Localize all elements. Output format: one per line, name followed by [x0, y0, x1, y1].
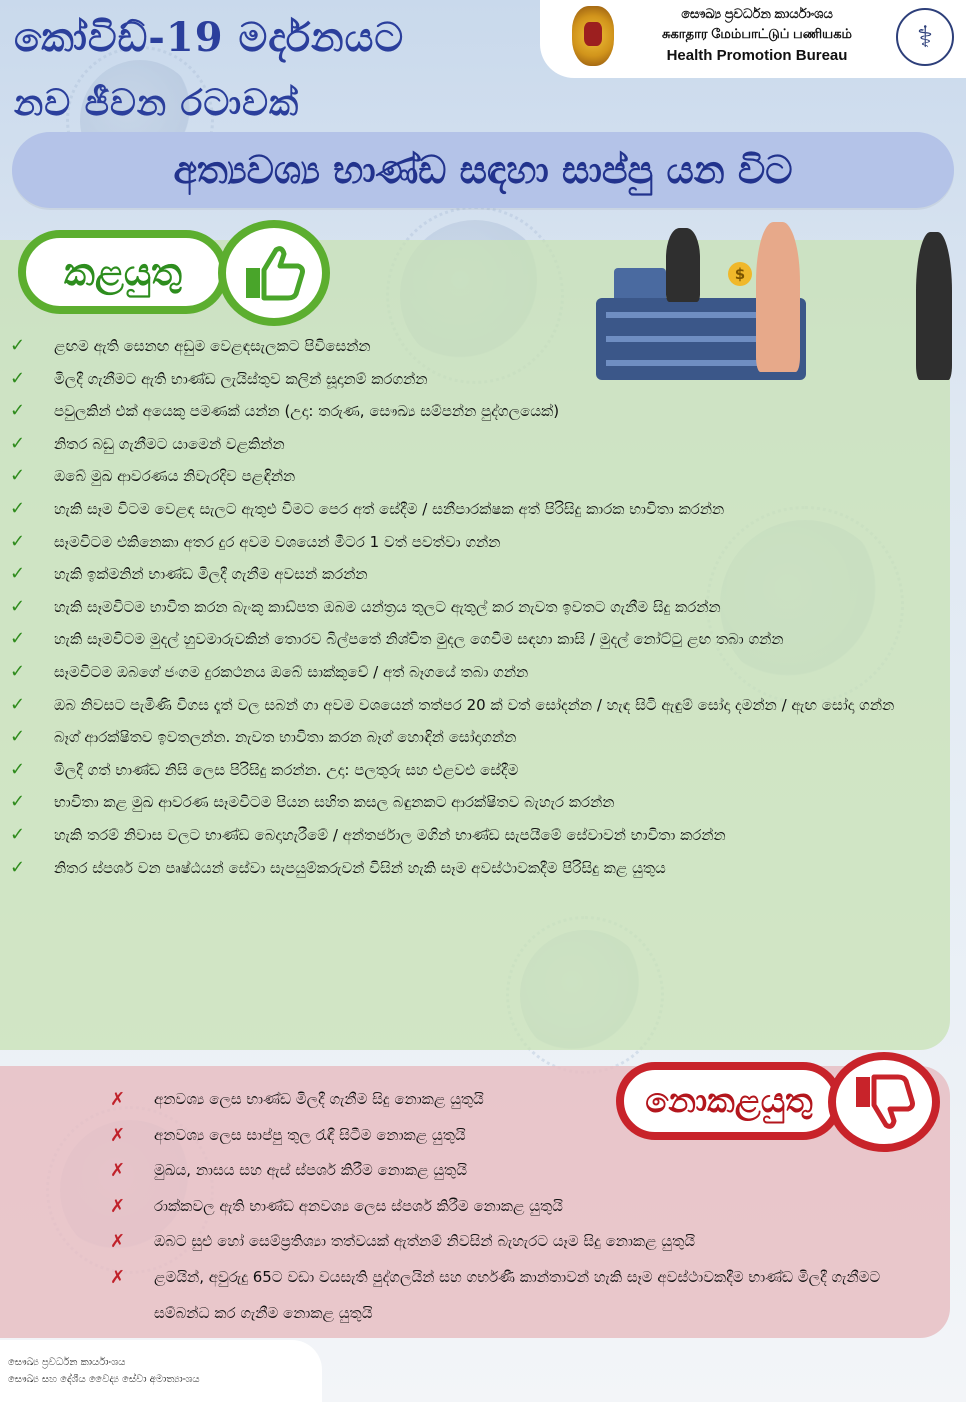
list-item: ✓ හැකි සෑමවිටම මුදල් හුවමාරුවකින් තොරව බිල්පතේ නිශ්චිත මුදල ගෙවීම සඳහා කාසි / මුදල් නෝට්ටු ළඟ තබා ගන්න	[10, 623, 910, 656]
cross-icon: ✗	[110, 1124, 126, 1146]
list-item: ✓ පවුලකින් එක් අයෙකු පමණක් යන්න (උදා: තරුණ, සෞඛ්‍ය සම්පන්න පුද්ගලයෙක්)	[10, 395, 940, 428]
page-title-line1: කෝවිඩ්-19 මර්දනයට	[14, 14, 405, 61]
list-item: ✗ අනවශ්‍ය ලෙස සාප්පු තුල රැඳී සිටීම නොකළ යුතුයි	[110, 1118, 610, 1154]
list-item: ✓ සෑමවිටම එකිනෙකා අතර දුර අවම වශයෙන් මීටර 1 වත් පවත්වා ගන්න	[10, 526, 940, 559]
check-icon: ✓	[10, 497, 26, 519]
list-item: ✗ රාක්කවල ඇති භාණ්ඩ අනවශ්‍ය ලෙස ස්පර්ශ කිරීම නොකළ යුතුයි	[110, 1189, 930, 1225]
sri-lanka-emblem-icon	[572, 6, 614, 66]
list-item: ✓ මිලදී ගත් භාණ්ඩ නිසි ලෙස පිරිසිදු කරන්න. උදා: පලතුරු සහ එළවළු සේදීම	[10, 754, 940, 787]
dont-label-pill	[616, 1062, 842, 1140]
list-item: ✓ හැකි සෑමවිටම භාවිත කරන බැංකු කාඩ්පත ඔබම යන්ත්‍රය තුලට ඇතුල් කර නැවත ඉවතට ගැනීම සිදු කරන්න	[10, 591, 860, 624]
cross-icon: ✗	[110, 1195, 126, 1217]
org-name	[622, 6, 892, 64]
footer-line1: සෞඛ්‍ය ප්‍රවර්ධන කාර්යාංශය	[8, 1357, 126, 1368]
list-item: ✓ මිලදී ගැනීමට ඇති භාණ්ඩ ලැයිස්තුව කලින් සූදානම් කරගන්න	[10, 363, 940, 396]
cross-icon: ✗	[110, 1160, 126, 1182]
caduceus-icon: ⚕	[896, 8, 954, 66]
check-icon: ✓	[10, 367, 26, 389]
list-item: ✗ මුඛය, නාසය සහ ඇස් ස්පර්ශ කිරීම නොකළ යුතුයි	[110, 1153, 930, 1189]
logo-box	[540, 0, 966, 78]
dont-label: නොකළයුතු	[645, 1081, 813, 1121]
check-icon: ✓	[10, 595, 26, 617]
coin-icon: $	[728, 262, 752, 286]
list-item: ✓ හැකි ඉක්මනින් භාණ්ඩ මිලදී ගැනීම අවසන් කරන්න	[10, 558, 940, 591]
cross-icon: ✗	[110, 1089, 126, 1110]
subtitle-banner	[12, 132, 954, 208]
list-item: ✓ නිතර ස්පර්ශ වන පෘෂ්ඨයන් සේවා සැපයුම්කරුවන් විසින් හැකි සෑම අවස්ථාවකදීම පිරිසිදු කළ යුතුය	[10, 852, 940, 885]
list-item: ✓ ඔබේ මුඛ ආවරණය නිවැරදිව පළඳින්න	[10, 460, 940, 493]
thumbs-down-icon	[828, 1052, 940, 1152]
do-label: කළයුතු	[63, 249, 183, 294]
check-icon: ✓	[10, 400, 26, 422]
list-item: ✓ සෑමවිටම ඔබගේ ජංගම දුරකථනය ඔබේ සාක්කුවේ / අත් බෑගයේ තබා ගන්න	[10, 656, 940, 689]
check-icon: ✓	[10, 335, 26, 356]
cross-icon: ✗	[110, 1231, 126, 1253]
cash-register-icon	[614, 268, 666, 302]
list-item: ✗ ළමයින්, අවුරුදු 65ට වඩා වයසැති පුද්ගලයින් සහ ගර්භණී කාන්තාවන් හැකි සෑම අවස්ථාවකදීම භාණ්ඩ මිලදී ගැනීමට සම්බන්ධ කර ගැනීම නොකළ යුතුයි	[110, 1260, 930, 1331]
org-name-sinhala: සෞඛ්‍ය ප්‍රවර්ධන කාර්යාංශය	[681, 6, 833, 21]
subtitle-banner-text: අත්‍යවශ්‍ය භාණ්ඩ සඳහා සාප්පු යන විට	[173, 147, 793, 192]
page-title-line2: නව ජීවන රටාවක්	[14, 82, 300, 124]
list-item: ✓ බෑග් ආරක්ෂිතව ඉවතලන්න. නැවත භාවිතා කරන බෑග් හොඳින් සෝදාගන්න	[10, 721, 940, 754]
check-icon: ✓	[10, 791, 26, 813]
cross-icon: ✗	[110, 1266, 126, 1288]
footer-line2: සෞඛ්‍ය සහ දේශීය වෛද්‍ය සේවා අමාත්‍යාංශය	[8, 1374, 200, 1385]
check-icon: ✓	[10, 823, 26, 845]
check-icon: ✓	[10, 660, 26, 682]
check-icon: ✓	[10, 432, 26, 454]
list-item: ✓ භාවිතා කළ මුඛ ආවරණ සෑමවිටම පියන සහිත කසල බඳුනකට ආරක්ෂිතව බැහැර කරන්න	[10, 786, 940, 819]
check-icon: ✓	[10, 465, 26, 487]
cashier-figure	[666, 228, 700, 302]
check-icon: ✓	[10, 563, 26, 585]
check-icon: ✓	[10, 693, 26, 715]
check-icon: ✓	[10, 530, 26, 552]
list-item: ✗ අනවශ්‍ය ලෙස භාණ්ඩ මිලදී ගැනීම සිදු නොකළ යුතුයි	[110, 1082, 610, 1118]
check-icon: ✓	[10, 758, 26, 780]
check-icon: ✓	[10, 628, 26, 650]
list-item: ✓ හැකි තරම් නිවාස වලට භාණ්ඩ බෙදාහැරීමේ / අන්තර්ජාල මගින් භාණ්ඩ සැපයීමේ සේවාවන් භාවිතා කරන්න	[10, 819, 830, 852]
check-icon: ✓	[10, 856, 26, 878]
list-item: ✓ නිතර බඩු ගැනීමට යාමෙන් වළකින්න	[10, 428, 940, 461]
check-icon: ✓	[10, 726, 26, 748]
list-item: ✓ හැකි සෑම විටම වෙළඳ සැලට ඇතුළු වීමට පෙර අත් සේදීම / සනීපාරක්ෂක අත් පිරිසිදු කාරක භාවිතා කරන්න	[10, 493, 810, 526]
list-item: ✓ ළඟම ඇති සෙනඟ අඩුම වෙළඳසැලකට පිවිසෙන්න	[10, 330, 940, 363]
org-name-tamil: சுகாதார மேம்பாட்டுப் பணியகம்	[662, 26, 852, 41]
list-item: ✓ ඔබ නිවසට පැමිණි විගස දෑත් වල සබන් ගා අවම වශයෙන් තත්පර 20 ක් වත් සෝදන්න / හැඳ සිටි ඇඳුම් සෝදා දමන්න / ඇඟ සෝදා ගන්න	[10, 689, 930, 722]
org-name-english: Health Promotion Bureau	[666, 47, 848, 64]
list-item: ✗ ඔබට සුළු හෝ සෙම්ප්‍රතිශ්‍යා තත්වයක් ඇත්නම් නිවසින් බැහැරට යෑම සිදු නොකළ යුතුයි	[110, 1224, 930, 1260]
do-label-pill	[18, 230, 228, 314]
footer	[0, 1340, 322, 1402]
thumbs-up-icon	[218, 220, 330, 326]
do-list	[10, 330, 940, 884]
